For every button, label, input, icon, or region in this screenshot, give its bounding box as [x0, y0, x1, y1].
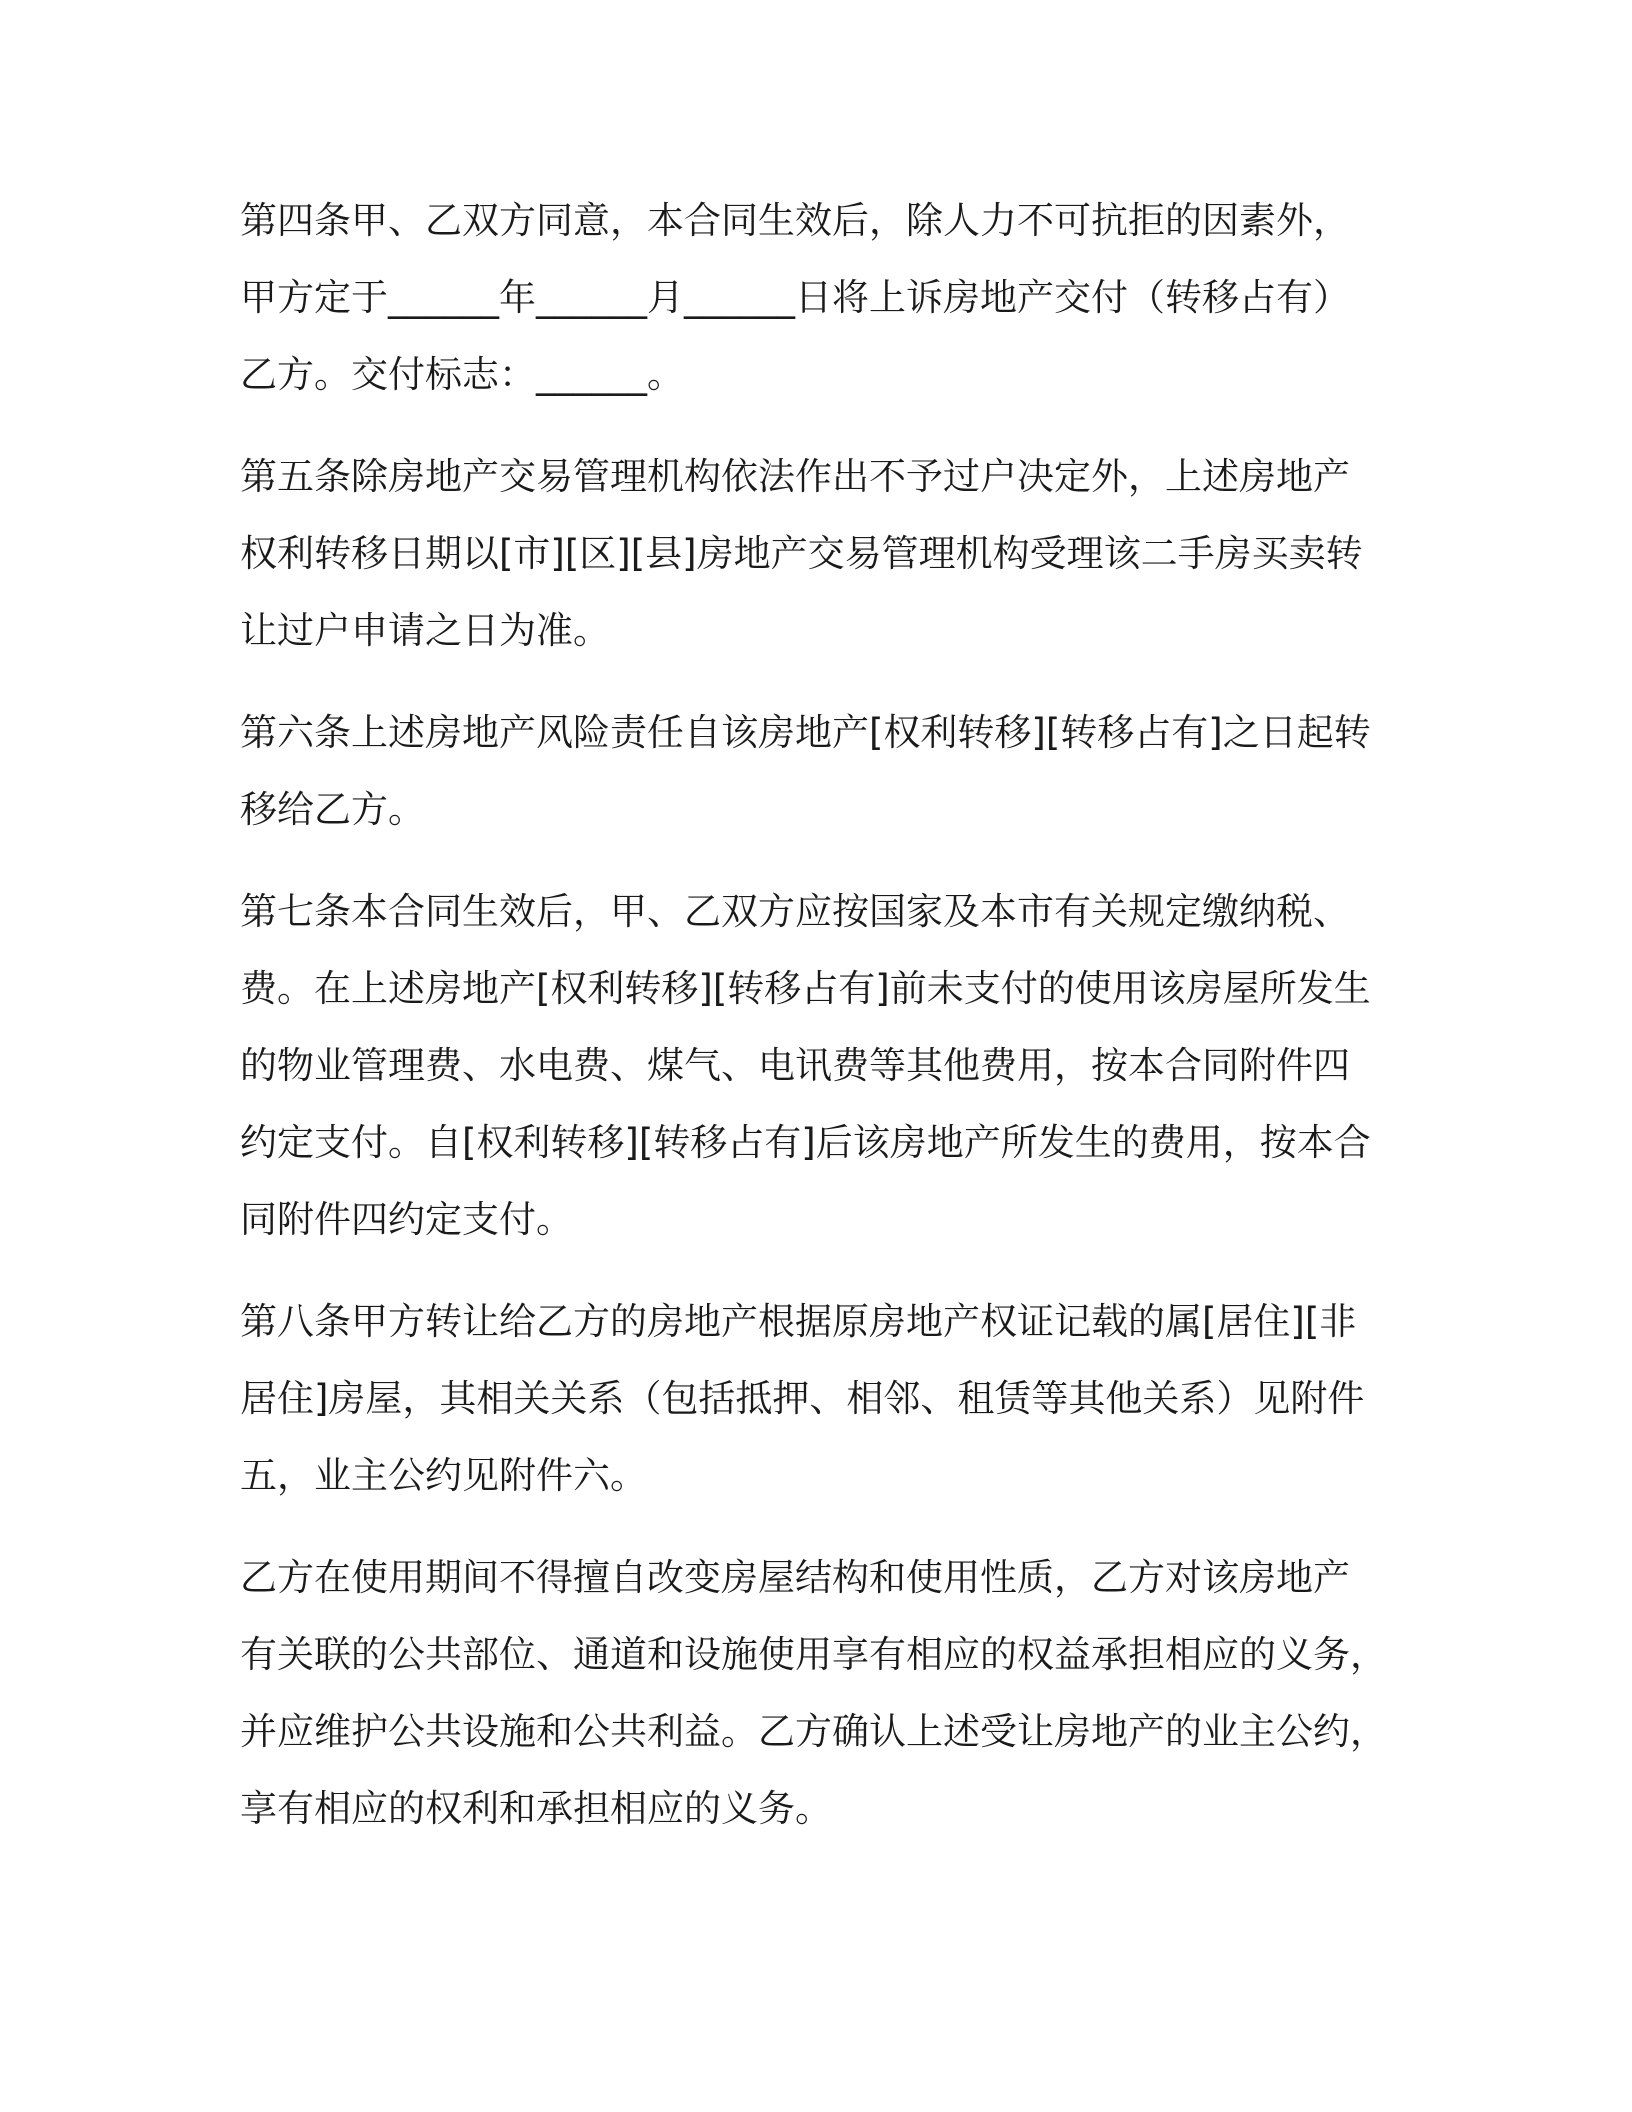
text-line: 移给乙方。 [240, 788, 425, 831]
text-line: 约定支付。自[权利转移][转移占有]后该房地产所发生的费用，按本合 [240, 1121, 1371, 1164]
article-7-paragraph [240, 873, 1392, 1258]
text-line: 乙方。交付标志：______。 [240, 353, 684, 396]
text-line: 的物业管理费、水电费、煤气、电讯费等其他费用，按本合同附件四 [240, 1044, 1350, 1087]
text-line: 居住]房屋，其相关关系（包括抵押、相邻、租赁等其他关系）见附件 [240, 1377, 1365, 1420]
text-line: 并应维护公共设施和公共利益。乙方确认上述受让房地产的业主公约， [240, 1710, 1387, 1753]
obligations-paragraph [240, 1539, 1392, 1847]
text-line: 乙方在使用期间不得擅自改变房屋结构和使用性质，乙方对该房地产 [240, 1556, 1350, 1599]
text-line: 让过户申请之日为准。 [240, 609, 610, 652]
article-8-paragraph [240, 1283, 1392, 1514]
article-4-paragraph [240, 182, 1392, 413]
text-line: 第六条上述房地产风险责任自该房地产[权利转移][转移占有]之日起转 [240, 711, 1371, 754]
article-5-paragraph [240, 438, 1392, 669]
article-6-paragraph [240, 694, 1392, 848]
text-line: 五，业主公约见附件六。 [240, 1454, 647, 1497]
text-line: 第八条甲方转让给乙方的房地产根据原房地产权证记载的属[居住][非 [240, 1300, 1357, 1343]
text-line: 第四条甲、乙双方同意，本合同生效后，除人力不可抗拒的因素外， [240, 199, 1350, 242]
text-line: 有关联的公共部位、通道和设施使用享有相应的权益承担相应的义务， [240, 1633, 1387, 1676]
text-line: 权利转移日期以[市][区][县]房地产交易管理机构受理该二手房买卖转 [240, 532, 1363, 575]
text-line: 享有相应的权利和承担相应的义务。 [240, 1787, 832, 1830]
text-line: 甲方定于______年______月______日将上诉房地产交付（转移占有） [240, 276, 1350, 319]
text-line: 第五条除房地产交易管理机构依法作出不予过户决定外，上述房地产 [240, 455, 1350, 498]
text-line: 第七条本合同生效后，甲、乙双方应按国家及本市有关规定缴纳税、 [240, 890, 1350, 933]
document-page [240, 182, 1392, 1872]
text-line: 同附件四约定支付。 [240, 1198, 573, 1241]
text-line: 费。在上述房地产[权利转移][转移占有]前未支付的使用该房屋所发生 [240, 967, 1371, 1010]
